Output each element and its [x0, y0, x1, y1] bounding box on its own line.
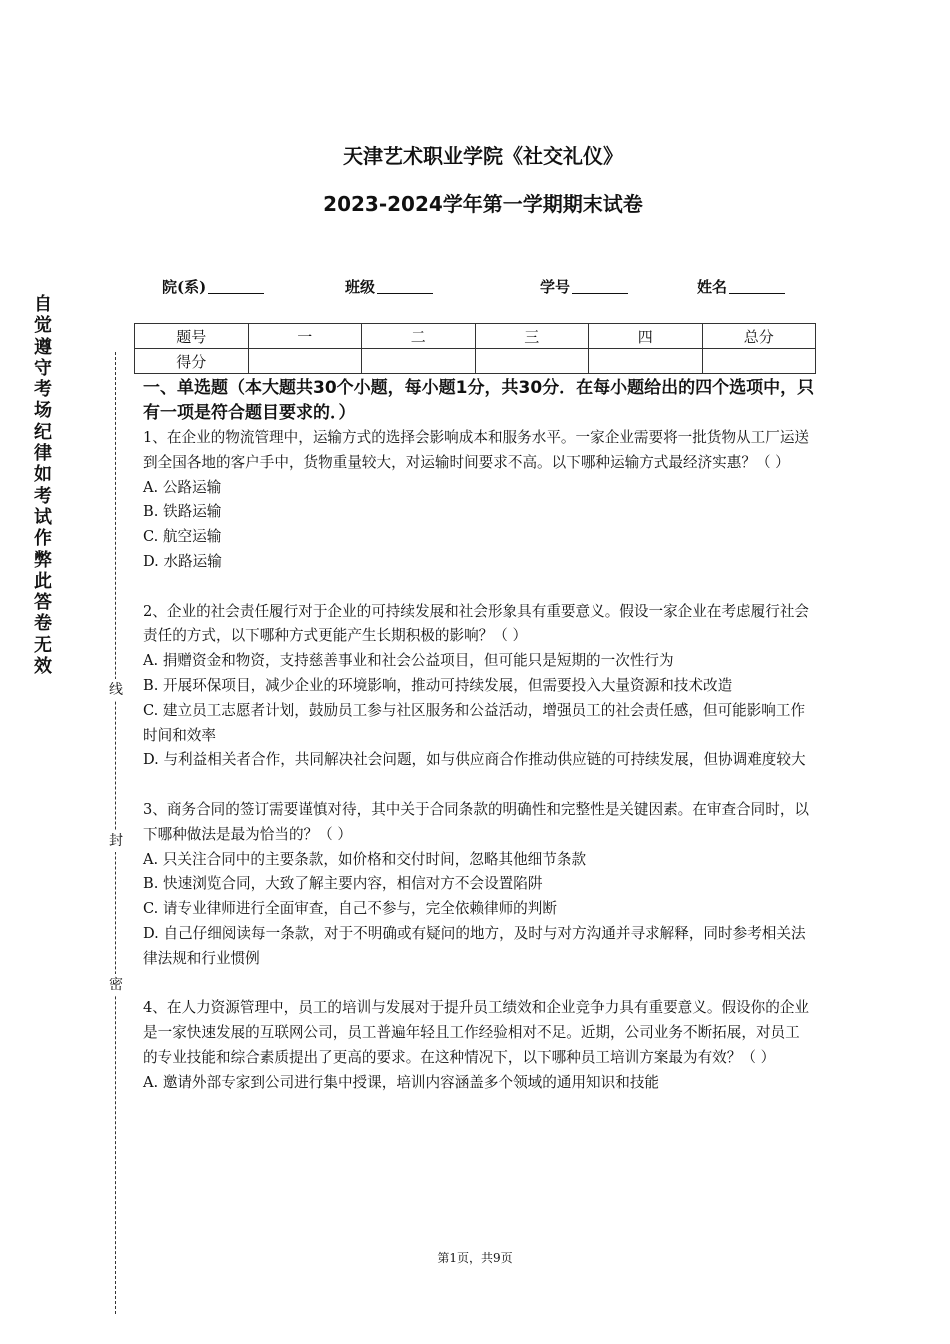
exam-discipline-notice: 自觉遵守考场纪律如考试作弊此答卷无效 [34, 294, 52, 678]
question-stem: 4、在人力资源管理中，员工的培训与发展对于提升员工绩效和企业竞争力具有重要意义。假设你的企业是一家快速发展的互联网公司，员工普遍年轻且工作经验相对不足。近期，公司业务不断拓展，对员工的专业技能和综合素质提出了更高的要求。在这种情况下，以下哪种员工培训方案最为有效？（ ） [143, 999, 810, 1066]
option-c[interactable]: C. 航空运输 [143, 528, 222, 546]
score-cell[interactable] [248, 349, 362, 374]
binding-mark-seal: 封 [106, 830, 126, 852]
question-list [143, 426, 811, 1120]
score-header-cell: 一 [248, 324, 362, 349]
score-header-cell: 四 [589, 324, 703, 349]
score-header-cell: 题号 [135, 324, 249, 349]
option-d[interactable]: D. 水路运输 [143, 552, 222, 570]
option-a[interactable]: A. 只关注合同中的主要条款，如价格和交付时间，忽略其他细节条款 [143, 850, 587, 868]
score-row-label: 得分 [135, 349, 249, 374]
score-table [134, 323, 816, 374]
page-number: 第1页，共9页 [437, 1251, 513, 1265]
option-d[interactable]: D. 与利益相关者合作，共同解决社会问题，如与供应商合作推动供应链的可持续发展，但协调难度较大 [143, 751, 806, 769]
score-cell[interactable] [475, 349, 589, 374]
score-cell[interactable] [702, 349, 816, 374]
class-field[interactable] [345, 276, 433, 297]
score-cell[interactable] [362, 349, 476, 374]
question-3 [143, 798, 811, 972]
score-header-cell: 总分 [702, 324, 816, 349]
student-id-field[interactable] [540, 276, 628, 297]
question-2 [143, 600, 811, 774]
score-table-score-row [135, 349, 816, 374]
question-stem: 2、企业的社会责任履行对于企业的可持续发展和社会形象具有重要意义。假设一家企业在考虑履行社会责任的方式，以下哪种方式更能产生长期积极的影响？（ ） [143, 602, 810, 645]
option-b[interactable]: B. 铁路运输 [143, 503, 222, 521]
option-c[interactable]: C. 请专业律师进行全面审查，自己不参与，完全依赖律师的判断 [143, 900, 557, 918]
section-heading: 一、单选题（本大题共30个小题，每小题1分，共30分．在每小题给出的四个选项中，只有一项是符合题目要求的．） [143, 378, 815, 423]
question-1 [143, 426, 811, 575]
score-header-cell: 二 [362, 324, 476, 349]
exam-title-school: 天津艺术职业学院《社交礼仪》 [343, 144, 623, 168]
option-d[interactable]: D. 自己仔细阅读每一条款，对于不明确或有疑问的地方，及时与对方沟通并寻求解释，同时参考相关法律法规和行业惯例 [143, 924, 806, 967]
question-stem: 1、在企业的物流管理中，运输方式的选择会影响成本和服务水平。一家企业需要将一批货物从工厂运送到全国各地的客户手中，货物重量较大，对运输时间要求不高。以下哪种运输方式最经济实惠？（ ） [143, 429, 810, 471]
exam-title-term: 2023-2024学年第一学期期末试卷 [323, 192, 643, 216]
option-b[interactable]: B. 开展环保项目，减少企业的环境影响，推动可持续发展，但需要投入大量资源和技术改造 [143, 676, 733, 694]
score-header-cell: 三 [475, 324, 589, 349]
department-field[interactable] [162, 276, 264, 297]
student-id-label: 学号 [540, 278, 571, 296]
score-cell[interactable] [589, 349, 703, 374]
option-c[interactable]: C. 建立员工志愿者计划，鼓励员工参与社区服务和公益活动，增强员工的社会责任感，但可能影响工作时间和效率 [143, 701, 806, 744]
class-label: 班级 [345, 278, 376, 296]
option-b[interactable]: B. 快速浏览合同，大致了解主要内容，相信对方不会设置陷阱 [143, 875, 543, 893]
option-a[interactable]: A. 公路运输 [143, 478, 222, 496]
question-stem: 3、商务合同的签订需要谨慎对待，其中关于合同条款的明确性和完整性是关键因素。在审查合同时，以下哪种做法是最为恰当的？（ ） [143, 800, 810, 843]
department-label: 院(系) [162, 278, 207, 296]
name-field[interactable] [697, 276, 785, 297]
name-label: 姓名 [697, 278, 728, 296]
binding-mark-line: 线 [106, 679, 126, 701]
option-a[interactable]: A. 邀请外部专家到公司进行集中授课，培训内容涵盖多个领域的通用知识和技能 [143, 1073, 660, 1091]
binding-mark-secret: 密 [106, 974, 126, 996]
option-a[interactable]: A. 捐赠资金和物资，支持慈善事业和社会公益项目，但可能只是短期的一次性行为 [143, 652, 674, 670]
score-table-header-row [135, 324, 816, 349]
question-4 [143, 996, 811, 1095]
